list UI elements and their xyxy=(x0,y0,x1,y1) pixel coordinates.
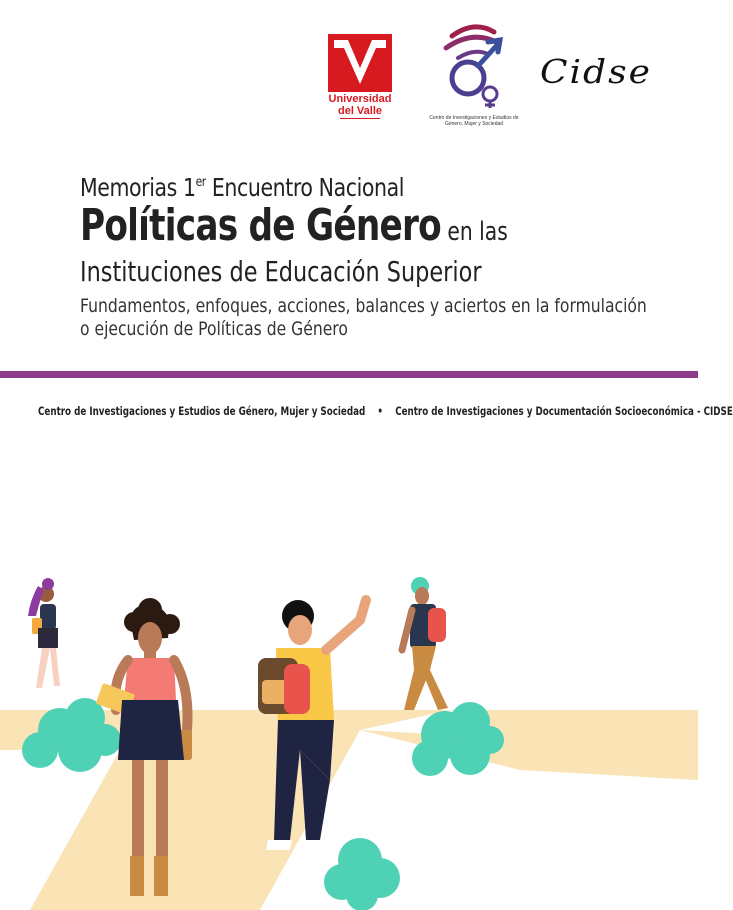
credit-center-1: Centro de Investigaciones y Estudios de Género, Mujer y Sociedad xyxy=(38,404,366,418)
title-line-2 xyxy=(80,200,548,255)
person-green-hair xyxy=(402,577,448,710)
credit-center-2: Centro de Investigaciones y Documentación Socioeconómica - CIDSE xyxy=(395,404,733,418)
title-block xyxy=(80,168,680,341)
univalle-logo-icon xyxy=(326,32,394,94)
title-line1-text: Memorias 1 xyxy=(80,173,196,202)
title-line-1 xyxy=(80,168,572,203)
gender-symbol-icon xyxy=(434,22,514,108)
people-walking-illustration xyxy=(0,560,698,910)
credit-separator: • xyxy=(377,404,384,418)
title-line2-suffix: en las xyxy=(440,217,508,247)
bush-left xyxy=(22,698,121,772)
title-line-3: Instituciones de Educación Superior xyxy=(80,255,482,288)
univalle-name-line1: Universidad xyxy=(328,93,392,105)
bush-bottom xyxy=(324,838,400,910)
title-line1-rest: Encuentro Nacional xyxy=(205,173,405,202)
cidse-logo: Cidse xyxy=(540,54,652,91)
univalle-name-line2: del Valle xyxy=(337,105,383,117)
univalle-logo xyxy=(326,32,394,119)
genero-logo-caption: Centro de Investigaciones y Estudios de Género, Mujer y Sociedad xyxy=(429,115,519,127)
divider-rule xyxy=(0,371,698,378)
univalle-underline xyxy=(340,118,380,119)
title-line1-superscript: er xyxy=(195,175,206,190)
person-girl-left xyxy=(28,578,60,688)
subtitle-line-1: Fundamentos, enfoques, acciones, balances y aciertos en la formulación xyxy=(80,295,647,317)
title-main: Políticas de Género xyxy=(80,200,441,251)
credits-line xyxy=(38,404,733,418)
subtitle-line-2: o ejecución de Políticas de Género xyxy=(80,318,348,340)
genero-logo xyxy=(426,22,522,127)
